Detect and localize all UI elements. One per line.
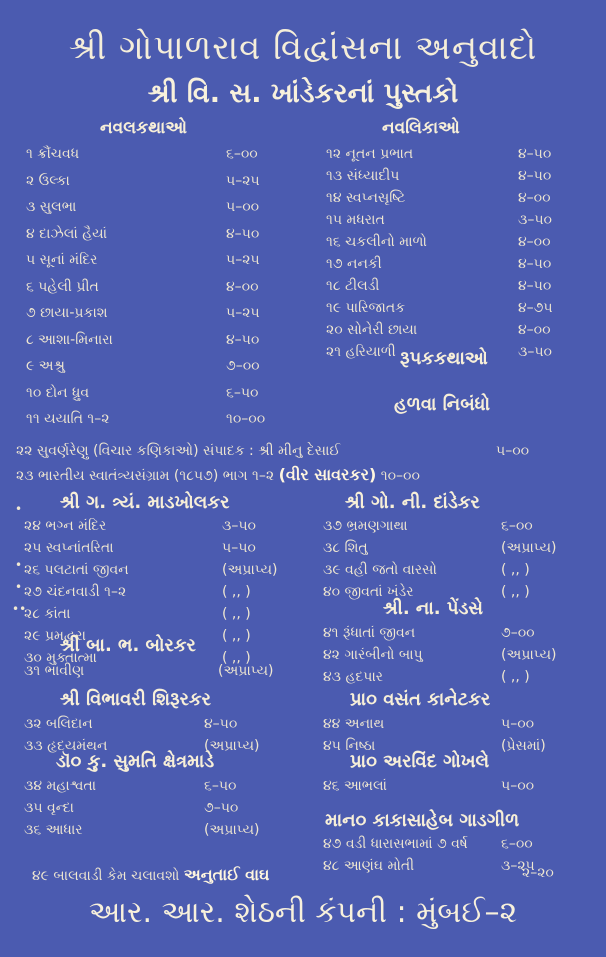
item-title: ૨૧ હરિયાળી xyxy=(326,344,396,360)
list-item-23 xyxy=(16,465,420,485)
list-item xyxy=(323,581,603,603)
tick-mark: • xyxy=(15,502,23,516)
item-title: ૩૯ વહી જતો વારસો xyxy=(323,562,437,578)
item-price: ૪–૦૦ xyxy=(518,234,551,250)
list-item xyxy=(26,223,306,245)
item-title: ૨૫ સ્વપ્નાંતરિતા xyxy=(24,540,114,556)
item-title: ૧ ક્રૌંચવધ xyxy=(26,146,80,162)
item-price: ( ,, ) xyxy=(501,562,530,578)
item-title: ૧૧ યયાતિ ૧–૨ xyxy=(26,411,110,427)
item-title: ૭ છાયા-પ્રકાશ xyxy=(26,305,108,321)
item-price: (પ્રેસમાં) xyxy=(501,738,546,754)
page-subtitle: શ્રી વિ. સ. ખાંડેકરનાં પુસ્તકો xyxy=(147,78,459,109)
author-name: (વીર સાવરકર) xyxy=(278,465,377,484)
item-price: ૫–૦૦ xyxy=(226,199,260,215)
item-title: ૪૩ હદપાર xyxy=(323,669,383,685)
list-item xyxy=(326,341,606,363)
item-price: ૪–૫૦ xyxy=(226,225,260,242)
item-title: ૯ અશ્રુ xyxy=(26,358,65,374)
item-title: ૨૩ ભારતીય સ્વાતંત્ર્યસંગ્રામ (૧૮૫૭) ભાગ ૧–૨ xyxy=(16,468,275,484)
list-item xyxy=(24,559,304,581)
list-item xyxy=(326,143,606,165)
list-item xyxy=(24,660,304,682)
list-item xyxy=(24,775,304,797)
item-price: ૬–૦૦ xyxy=(501,836,533,852)
tick-mark: •• xyxy=(12,602,27,616)
item-price: ( ,, ) xyxy=(222,650,251,666)
item-price: ૪–૫૦ xyxy=(518,278,552,294)
list-item xyxy=(326,187,606,209)
list-item xyxy=(326,275,606,297)
item-title: ૧૮ ટીલડી xyxy=(326,278,380,294)
tick-mark: • xyxy=(15,558,23,572)
item-title: ૧૫ મધરાત xyxy=(326,212,385,228)
item-price: ૧૦–૦૦ xyxy=(226,411,266,427)
item-price: ૪–૫૦ xyxy=(518,168,552,184)
item-price: ૪–૫૦ xyxy=(204,716,238,732)
item-title: ૩ સુલભા xyxy=(26,199,77,215)
item-price: ૫–૦૦ xyxy=(501,716,535,732)
list-item xyxy=(24,735,304,757)
list-item xyxy=(326,253,606,275)
list-item xyxy=(26,143,306,165)
item-title: ૧૬ ચકલીનો માળો xyxy=(326,234,427,250)
item-price: ૫–૨૫ xyxy=(226,305,260,321)
section-header-navalkathao: નવલકથાઓ xyxy=(100,118,187,138)
item-price: ( ,, ) xyxy=(222,628,251,644)
list-item xyxy=(323,666,603,688)
item-price: ૭–૦૦ xyxy=(226,358,260,374)
item-title: ૫ સૂનાં મંદિર xyxy=(26,252,98,268)
list-item xyxy=(323,713,603,735)
item-price: ૩–૫૦ xyxy=(518,344,552,360)
item-title: ૧૩ સંધ્યાદીપ xyxy=(326,168,400,184)
list-item xyxy=(24,515,304,537)
item-title: ૨૦ સોનેરી છાયા xyxy=(326,322,418,338)
item-price: (અપ્રાપ્ય) xyxy=(204,822,260,838)
author-name: અનુતાઈ વાઘ xyxy=(183,865,270,884)
item-price: ૪–૦૦ xyxy=(518,190,551,206)
item-price: ૫–૨૫ xyxy=(226,172,260,189)
list-item xyxy=(326,319,606,341)
author-header-gadgil: માન૦ કાકાસાહેબ ગાડગીળ xyxy=(325,810,520,831)
item-title: ૨૪ ભગ્ન મંદિર xyxy=(24,518,107,534)
list-item xyxy=(26,302,306,324)
item-title: ૧૦ દોન ધ્રુવ xyxy=(26,384,90,401)
item-price: (અપ્રાપ્ય) xyxy=(501,647,557,663)
item-price: ૫–૫૦ xyxy=(222,540,256,556)
author-header-gokhale: પ્રા૦ અરવિંદ ગોખલે xyxy=(350,751,490,772)
section-header-rupakkathao: રૂપકકથાઓ xyxy=(400,348,488,369)
item-price: ૬–૦૦ xyxy=(501,518,533,534)
item-title: ૪૭ વડી ધારાસભામાં ૭ વર્ષ xyxy=(323,836,468,852)
item-title: ૩૬ આધાર xyxy=(24,822,83,838)
list-item xyxy=(26,382,306,404)
list-item xyxy=(24,625,304,647)
page-title: શ્રી ગોપાળરાવ વિદ્વાંસના અનુવાદો xyxy=(68,28,538,68)
list-item xyxy=(326,165,606,187)
item-title: ૩૦ મુક્તાત્મા xyxy=(24,650,97,666)
author-header-kanetkar: પ્રા૦ વસંત કાનેટકર xyxy=(350,689,491,710)
list-item xyxy=(26,196,306,218)
item-price: ૫–૦૦ xyxy=(496,443,530,459)
list-item xyxy=(323,515,603,537)
item-price: ૪–૦૦ xyxy=(226,278,259,295)
item-price: ૪–૫૦ xyxy=(226,331,260,348)
item-title: ૪૦ જીવતાં ખંડેર xyxy=(323,584,414,600)
item-price: ૭–૦૦ xyxy=(501,625,535,641)
author-header-borkar: શ્રી બા. ભ. બોરકર xyxy=(60,635,196,656)
item-title: ૨૨ સુવર્ણરેણુ (વિચાર કણિકાઓ) સંપાદક : શ્રી મીનુ દેસાઈ xyxy=(16,443,341,459)
item-title: ૨૮ કાંતા xyxy=(24,606,71,622)
tick-mark: • xyxy=(15,580,23,594)
item-title: ૪૯ બાલવાડી કેમ ચલાવશો xyxy=(32,868,180,884)
item-price: ૪–૫૦ xyxy=(518,146,552,162)
item-title: ૩૨ બલિદાન xyxy=(24,716,93,732)
item-title: ૧૨ નૂતન પ્રભાત xyxy=(326,146,414,162)
list-item xyxy=(326,231,606,253)
list-item xyxy=(323,833,603,855)
item-title: ૨૬ પલટાતાં જીવન xyxy=(24,562,129,578)
item-title: ૩૭ ભ્રમણગાથા xyxy=(323,518,408,534)
item-title: ૧૪ સ્વપ્નસૃષ્ટિ xyxy=(326,190,406,206)
item-price: ૩–૫૦ xyxy=(518,212,552,228)
list-item xyxy=(26,329,306,351)
list-item xyxy=(323,775,603,797)
item-price: ૪–૭૫ xyxy=(518,300,553,316)
item-title: ૪૬ આભલાં xyxy=(323,778,387,794)
item-title: ૨૯ પ્રમદ્વરા xyxy=(24,628,86,644)
item-price: ૬–૦૦ xyxy=(226,146,258,162)
item-price: (અપ્રાપ્ય) xyxy=(204,738,260,754)
list-item xyxy=(24,713,304,735)
item-price: ( ,, ) xyxy=(222,584,251,600)
item-price: ( ,, ) xyxy=(222,606,251,622)
item-title: ૩૧ ભાવીણ xyxy=(24,663,85,679)
item-title: ૪૮ આણંઘ મોતી xyxy=(323,858,415,874)
publisher-footer: આર. આર. શેઠની કંપની : મુંબઈ–૨ xyxy=(88,895,518,930)
author-header-dandekar: શ્રી ગો. ની. દાંડેકર xyxy=(345,492,480,513)
list-item xyxy=(326,297,606,319)
item-price: (અપ્રાપ્ય) xyxy=(218,663,274,679)
item-price: ૬–૫૦ xyxy=(226,384,259,401)
list-item xyxy=(323,622,603,644)
section-header-navlikao: નવલિકાઓ xyxy=(382,118,460,138)
item-title: ૬ પહેલી પ્રીત xyxy=(26,278,99,295)
item-price: ૨–૨૦ xyxy=(522,865,554,881)
item-title: ૩૪ મહાશ્વતા xyxy=(24,778,97,794)
section-header-halva-nibandho: હળવા નિબંધો xyxy=(394,394,490,415)
list-item xyxy=(24,537,304,559)
item-price: ( ,, ) xyxy=(501,669,530,685)
item-price: (અપ્રાપ્ય) xyxy=(501,540,557,556)
list-item xyxy=(326,209,606,231)
list-item xyxy=(323,644,603,666)
item-title: ૨ ઉલ્કા xyxy=(26,172,70,189)
item-price: ૪–૦૦ xyxy=(518,322,551,338)
item-title: ૨૭ ચંદનવાડી ૧–૨ xyxy=(24,584,127,600)
list-item xyxy=(323,537,603,559)
list-item xyxy=(26,408,306,430)
item-price: ૫–૦૦ xyxy=(501,778,535,794)
list-item xyxy=(24,819,304,841)
author-header-madkholkar: શ્રી ગ. ત્ર્યં. માડખોલકર xyxy=(60,492,230,513)
list-item xyxy=(26,355,306,377)
item-title: ૪૪ અનાથ xyxy=(323,716,385,732)
author-header-pendse: શ્રી. ના. પેંડસે xyxy=(383,598,483,619)
list-item xyxy=(26,276,306,298)
item-title: ૧૭ નનકી xyxy=(326,256,382,272)
item-price: ૩–૫૦ xyxy=(222,518,256,534)
item-price: ૪–૫૦ xyxy=(518,256,552,272)
author-header-kshetramade: ડૉ૦ કુ. સુમતિ ક્ષેત્રમાડે xyxy=(56,751,215,772)
item-title: ૩૩ હૃદયમંથન xyxy=(24,738,108,754)
item-title: ૪૫ નિષ્ઠા xyxy=(323,738,376,754)
item-title: ૩૫ વૃન્દા xyxy=(24,800,74,816)
item-title: ૪૧ રૂંધાતાં જીવન xyxy=(323,625,416,641)
list-item xyxy=(323,855,603,877)
author-header-shirurkar: શ્રી વિભાવરી શિરૂરકર xyxy=(60,689,211,710)
list-item xyxy=(24,603,304,625)
item-title: ૮ આશા-મિનારા xyxy=(26,331,113,348)
item-price: ૫–૨૫ xyxy=(226,252,260,268)
list-item xyxy=(24,797,304,819)
item-price: ૭–૫૦ xyxy=(204,800,239,816)
item-price: ( ,, ) xyxy=(501,584,530,600)
item-title: ૧૯ પારિજાતક xyxy=(326,300,405,316)
item-title: ૪ દાઝેલાં હૈયાં xyxy=(26,225,108,242)
list-item xyxy=(26,249,306,271)
list-item xyxy=(323,559,603,581)
item-price: ૧૦–૦૦ xyxy=(380,468,420,484)
item-price: ૩–૨૫ xyxy=(501,858,535,874)
list-item-22 xyxy=(16,443,530,459)
list-item xyxy=(323,735,603,757)
item-price: ૬–૫૦ xyxy=(204,778,237,794)
item-title: ૪૨ ગારંબીનો બાપુ xyxy=(323,647,423,663)
item-title: ૩૮ શિતુ xyxy=(323,540,368,556)
list-item xyxy=(26,170,306,192)
item-price: (અપ્રાપ્ય) xyxy=(222,562,278,578)
list-item xyxy=(24,581,304,603)
